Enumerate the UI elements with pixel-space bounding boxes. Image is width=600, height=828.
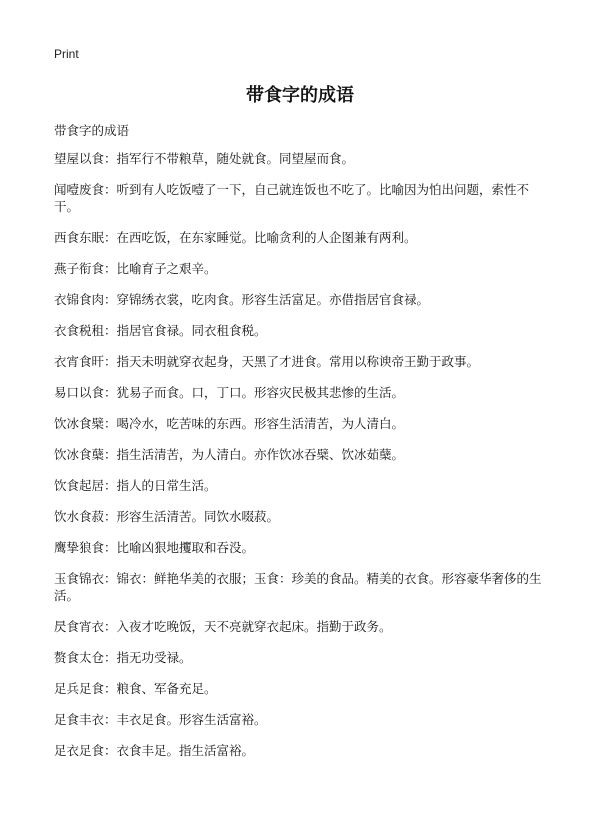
idiom-entry: 赘食太仓：指无功受禄。 — [54, 650, 192, 665]
idiom-entry: 玉食锦衣：锦衣：鲜艳华美的衣服；玉食：珍美的食品。精美的衣食。形容豪华奢侈的生活。 — [54, 571, 542, 603]
idiom-entry: 衣宵食旰：指天未明就穿衣起身，天黑了才进食。常用以称谀帝王勤于政事。 — [54, 354, 480, 369]
idiom-entry: 闻噎废食：听到有人吃饭噎了一下，自己就连饭也不吃了。比喻因为怕出问题，索性不干。 — [54, 182, 530, 214]
idiom-entry: 西食东眠：在西吃饭，在东家睡觉。比喻贪利的人企图兼有两利。 — [54, 230, 417, 245]
idiom-entry: 饮水食菽：形容生活清苦。同饮水啜菽。 — [54, 509, 280, 524]
idiom-entry: 足兵足食：粮食、军备充足。 — [54, 681, 217, 696]
idiom-entry: 望屋以食：指军行不带粮草，随处就食。同望屋而食。 — [54, 151, 355, 166]
page-title: 带食字的成语 — [246, 85, 354, 106]
page-subtitle: 带食字的成语 — [54, 123, 130, 138]
idiom-entry: 衣锦食肉：穿锦绣衣裳，吃肉食。形容生活富足。亦借指居官食禄。 — [54, 292, 430, 307]
idiom-list — [54, 150, 546, 773]
idiom-entry: 衣食税租：指居官食禄。同衣租食税。 — [54, 323, 267, 338]
idiom-entry: 燕子衔食：比喻育子之艰辛。 — [54, 261, 217, 276]
idiom-entry: 饮冰食檗：喝冷水，吃苦味的东西。形容生活清苦，为人清白。 — [54, 416, 405, 431]
idiom-entry: 易口以食：犹易子而食。口，丁口。形容灾民极其悲惨的生活。 — [54, 385, 405, 400]
idiom-entry: 鹰挚狼食：比喻凶狠地攫取和吞没。 — [54, 540, 255, 555]
idiom-entry: 足衣足食：衣食丰足。指生活富裕。 — [54, 743, 255, 758]
idiom-entry: 足食丰衣：丰衣足食。形容生活富裕。 — [54, 712, 267, 727]
idiom-entry: 饮冰食蘖：指生活清苦，为人清白。亦作饮冰吞檗、饮冰茹蘖。 — [54, 447, 405, 462]
idiom-entry: 饮食起居：指人的日常生活。 — [54, 478, 217, 493]
print-link[interactable]: Print — [54, 47, 79, 61]
idiom-entry: 昃食宵衣：入夜才吃晚饭，天不亮就穿衣起床。指勤于政务。 — [54, 619, 392, 634]
